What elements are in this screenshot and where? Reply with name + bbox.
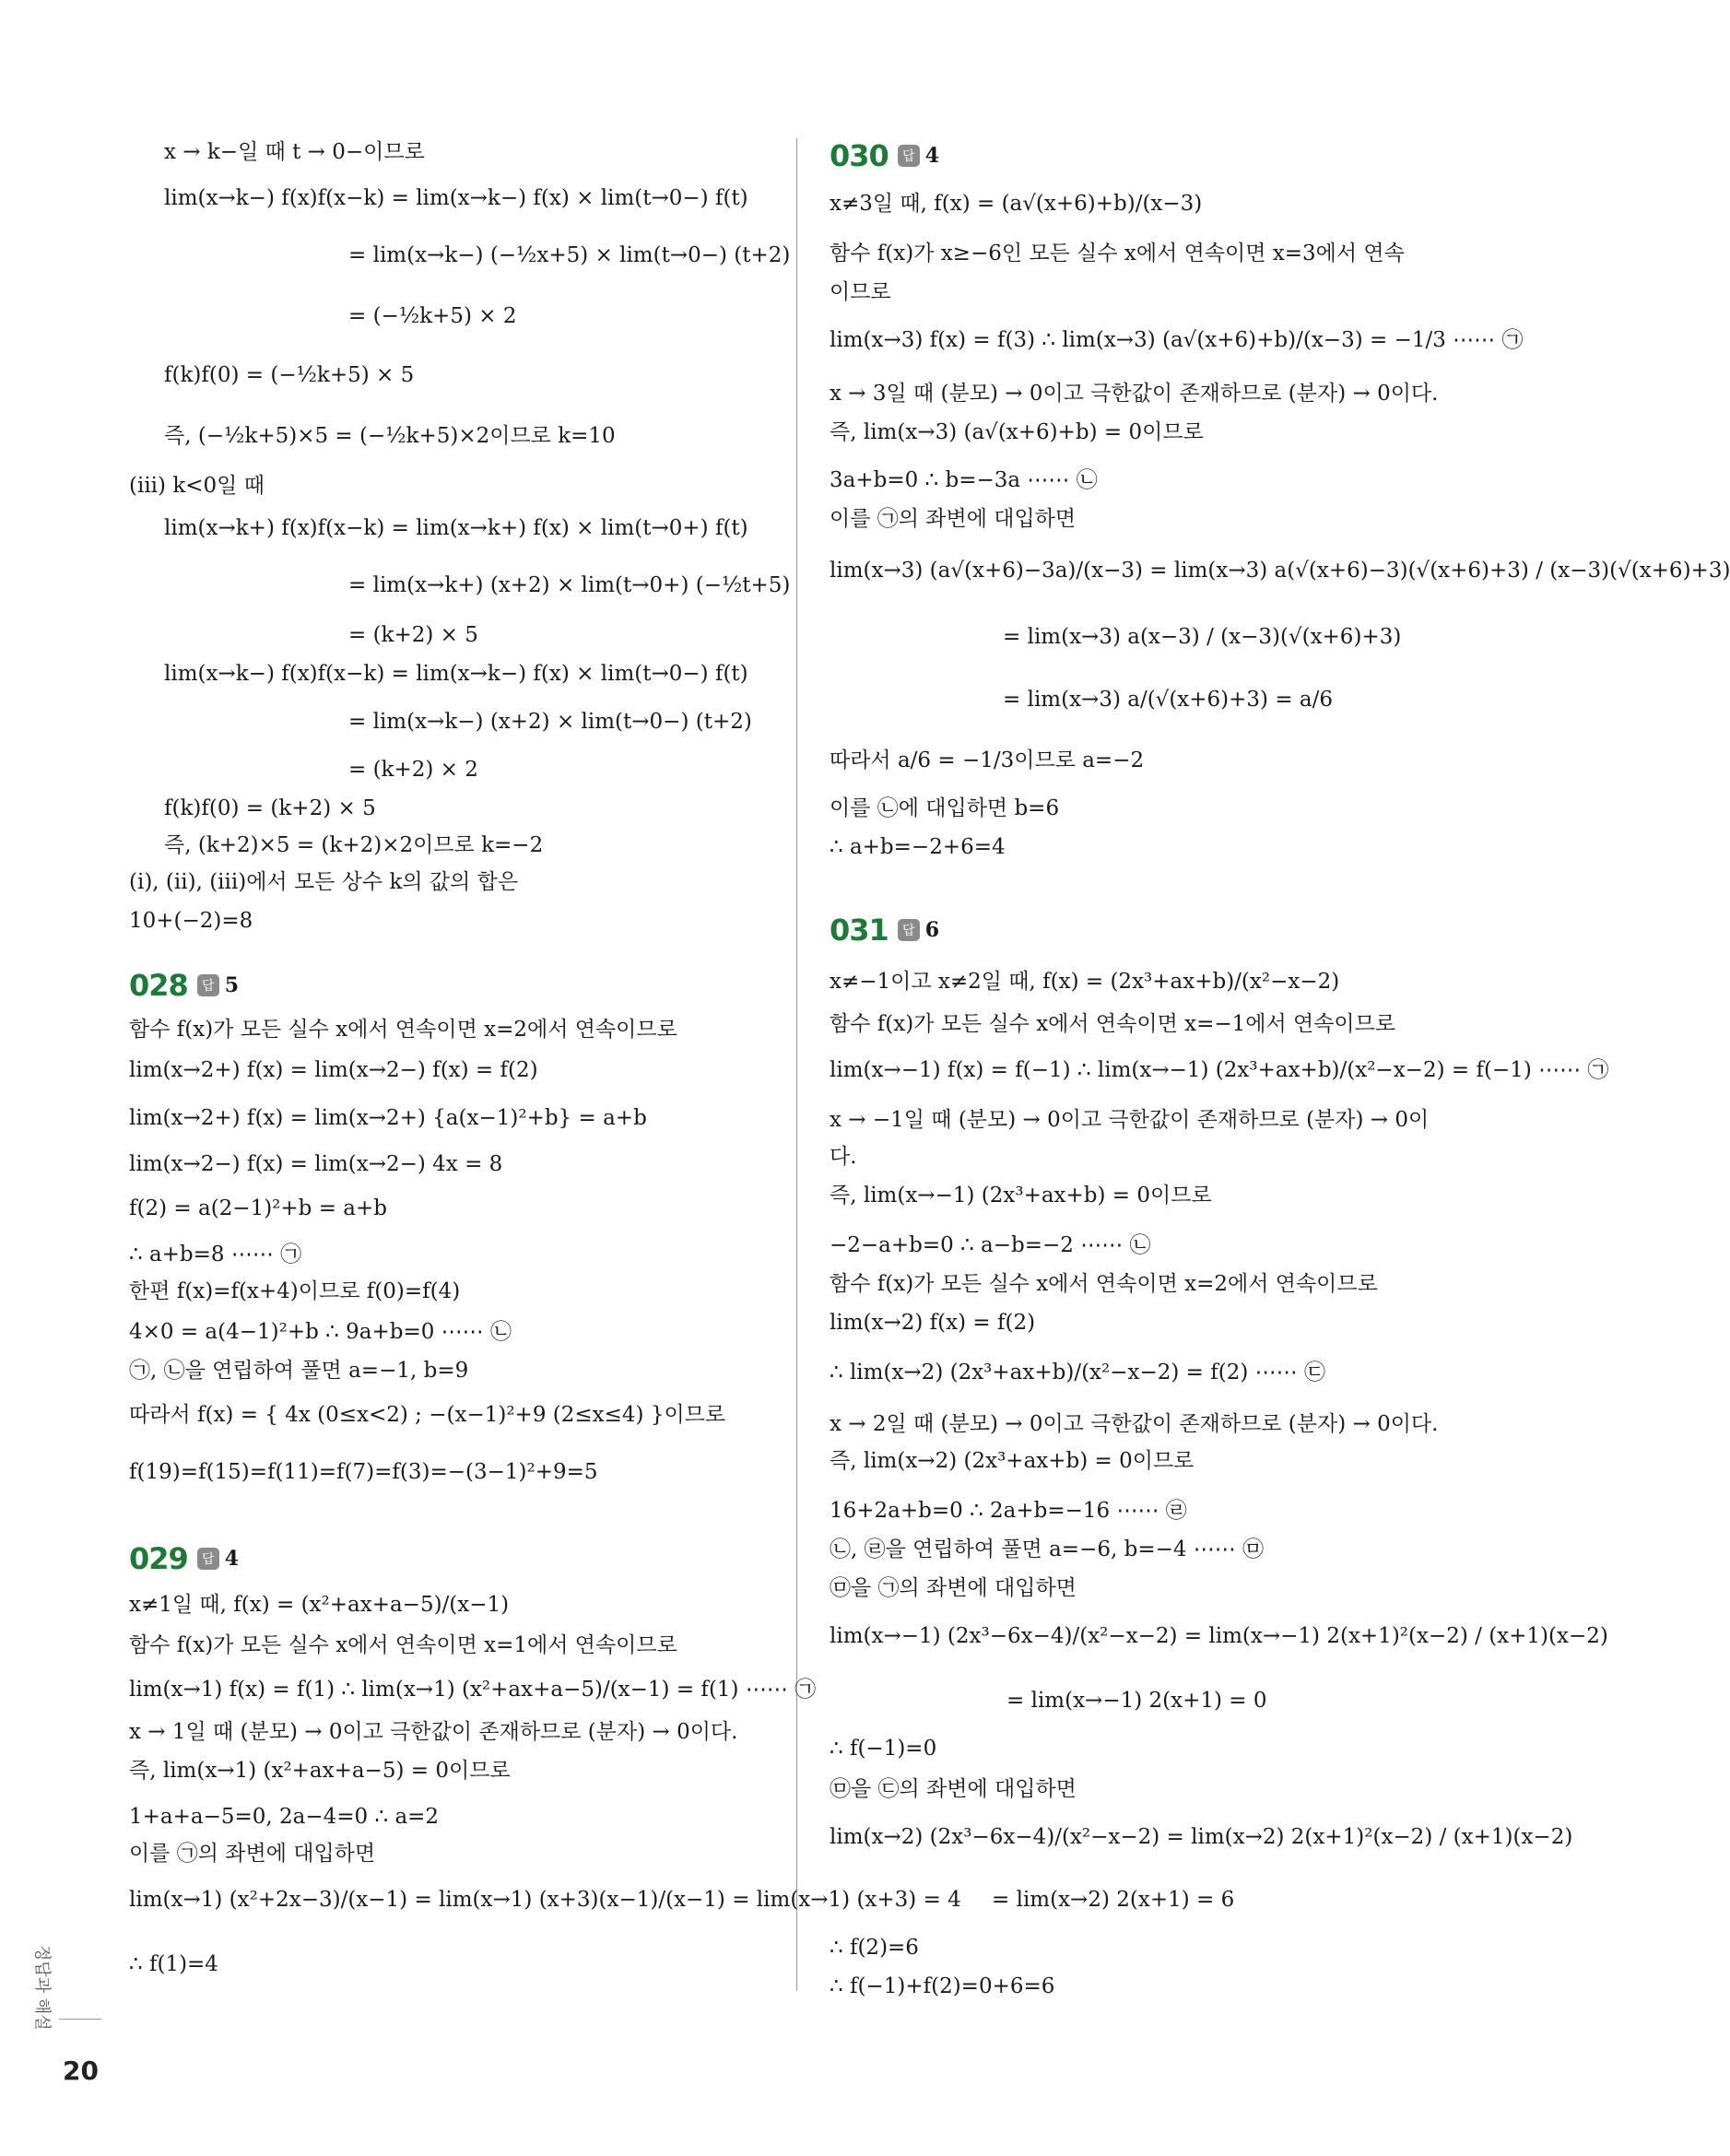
solution-line: f(19)=f(15)=f(11)=f(7)=f(3)=−(3−1)²+9=5: [129, 1460, 598, 1484]
section-header-031: [830, 913, 939, 948]
answer-value: 5: [224, 973, 240, 997]
section-header-030: [830, 138, 939, 173]
solution-line: x → 3일 때 (분모) → 0이고 극한값이 존재하므로 (분자) → 0이다.: [830, 382, 1439, 406]
solution-line: ∴ lim(x→2) (2x³+ax+b)/(x²−x−2) = f(2) ⋯⋯ ㉢: [830, 1361, 1325, 1384]
solution-line: 16+2a+b=0 ∴ 2a+b=−16 ⋯⋯ ㉣: [830, 1499, 1187, 1523]
solution-line: lim(x→2) f(x) = f(2): [830, 1311, 1036, 1335]
solution-line: ㉤을 ㉠의 좌변에 대입하면: [830, 1576, 1077, 1600]
solution-line: 한편 f(x)=f(x+4)이므로 f(0)=f(4): [129, 1279, 461, 1303]
solution-line: lim(x→2) (2x³−6x−4)/(x²−x−2) = lim(x→2) 2(x+1)²(x−2) / (x+1)(x−2): [830, 1825, 1573, 1849]
answer-badge: 답: [197, 974, 219, 996]
solution-line: x → 2일 때 (분모) → 0이고 극한값이 존재하므로 (분자) → 0이다.: [830, 1412, 1439, 1436]
solution-line: x → −1일 때 (분모) → 0이고 극한값이 존재하므로 (분자) → 0이: [830, 1108, 1430, 1132]
solution-line: 3a+b=0 ∴ b=−3a ⋯⋯ ㉡: [830, 468, 1098, 492]
solution-line: lim(x→−1) f(x) = f(−1) ∴ lim(x→−1) (2x³+ax+b)/(x²−x−2) = f(−1) ⋯⋯ ㉠: [830, 1058, 1609, 1082]
solution-line: 즉, lim(x→−1) (2x³+ax+b) = 0이므로: [830, 1184, 1212, 1208]
solution-line: lim(x→k−) f(x)f(x−k) = lim(x→k−) f(x) × lim(t→0−) f(t): [164, 186, 748, 210]
problem-number: 030: [830, 138, 889, 173]
solution-line: lim(x→2+) f(x) = lim(x→2+) {a(x−1)²+b} = a+b: [129, 1106, 647, 1130]
solution-line: 함수 f(x)가 x≥−6인 모든 실수 x에서 연속이면 x=3에서 연속: [830, 242, 1405, 265]
solution-line: lim(x→3) (a√(x+6)−3a)/(x−3) = lim(x→3) a(√(x+6)−3)(√(x+6)+3) / (x−3)(√(x+6)+3): [830, 559, 1730, 583]
solution-line: ∴ f(2)=6: [830, 1936, 919, 1960]
answer-value: 4: [924, 144, 940, 168]
solution-line: f(k)f(0) = (−½k+5) × 5: [164, 363, 415, 387]
solution-line: = lim(x→k−) (−½x+5) × lim(t→0−) (t+2): [348, 243, 791, 267]
section-header-028: [129, 968, 239, 1003]
solution-line: x≠−1이고 x≠2일 때, f(x) = (2x³+ax+b)/(x²−x−2): [830, 970, 1340, 994]
solution-line: = lim(x→k+) (x+2) × lim(t→0+) (−½t+5): [348, 573, 791, 597]
solution-line: 즉, (k+2)×5 = (k+2)×2이므로 k=−2: [164, 833, 544, 857]
answer-badge: 답: [898, 919, 920, 941]
solution-line: lim(x→3) f(x) = f(3) ∴ lim(x→3) (a√(x+6)+b)/(x−3) = −1/3 ⋯⋯ ㉠: [830, 328, 1524, 352]
solution-line: x → k−일 때 t → 0−이므로: [164, 140, 425, 164]
solution-line: x≠1일 때, f(x) = (x²+ax+a−5)/(x−1): [129, 1593, 510, 1617]
solution-line: ∴ f(−1)+f(2)=0+6=6: [830, 1974, 1055, 1998]
solution-line: = lim(x→k−) (x+2) × lim(t→0−) (t+2): [348, 710, 752, 734]
solution-line: 함수 f(x)가 모든 실수 x에서 연속이면 x=1에서 연속이므로: [129, 1633, 677, 1657]
solution-line: ㉡, ㉣을 연립하여 풀면 a=−6, b=−4 ⋯⋯ ㉤: [830, 1537, 1265, 1561]
problem-number: 028: [129, 968, 188, 1003]
solution-line: lim(x→1) f(x) = f(1) ∴ lim(x→1) (x²+ax+a−5)/(x−1) = f(1) ⋯⋯ ㉠: [129, 1678, 817, 1702]
solution-line: 이를 ㉠의 좌변에 대입하면: [129, 1842, 376, 1866]
solution-line: lim(x→k+) f(x)f(x−k) = lim(x→k+) f(x) × lim(t→0+) f(t): [164, 516, 748, 540]
solution-line: 1+a+a−5=0, 2a−4=0 ∴ a=2: [129, 1805, 440, 1829]
solution-line: 함수 f(x)가 모든 실수 x에서 연속이면 x=2에서 연속이므로: [129, 1018, 677, 1042]
solution-line: 이를 ㉠의 좌변에 대입하면: [830, 507, 1077, 531]
solution-line: lim(x→k−) f(x)f(x−k) = lim(x→k−) f(x) × lim(t→0−) f(t): [164, 662, 748, 686]
solution-line: (i), (ii), (iii)에서 모든 상수 k의 값의 합은: [129, 870, 519, 894]
solution-line: 즉, (−½k+5)×5 = (−½k+5)×2이므로 k=10: [164, 424, 616, 448]
solution-line: ∴ a+b=8 ⋯⋯ ㉠: [129, 1243, 302, 1267]
solution-line: lim(x→−1) (2x³−6x−4)/(x²−x−2) = lim(x→−1) 2(x+1)²(x−2) / (x+1)(x−2): [830, 1624, 1608, 1648]
solution-line: 따라서 a/6 = −1/3이므로 a=−2: [830, 748, 1145, 772]
problem-number: 029: [129, 1541, 188, 1576]
solution-line: = lim(x→3) a/(√(x+6)+3) = a/6: [1003, 688, 1334, 712]
solution-line: ∴ f(−1)=0: [830, 1737, 937, 1761]
solution-line: f(2) = a(2−1)²+b = a+b: [129, 1196, 387, 1220]
solution-line: ㉠, ㉡을 연립하여 풀면 a=−1, b=9: [129, 1359, 469, 1383]
side-label: 정답과 해설: [32, 1945, 52, 2031]
solution-line: 다.: [830, 1145, 857, 1169]
solution-line: −2−a+b=0 ∴ a−b=−2 ⋯⋯ ㉡: [830, 1233, 1151, 1257]
solution-line: lim(x→2−) f(x) = lim(x→2−) 4x = 8: [129, 1152, 503, 1176]
solution-line: 10+(−2)=8: [129, 909, 253, 933]
answer-value: 4: [224, 1547, 240, 1571]
solution-line: 4×0 = a(4−1)²+b ∴ 9a+b=0 ⋯⋯ ㉡: [129, 1320, 512, 1344]
solution-line: = lim(x→3) a(x−3) / (x−3)(√(x+6)+3): [1003, 625, 1402, 649]
solution-line: 즉, lim(x→2) (2x³+ax+b) = 0이므로: [830, 1449, 1195, 1473]
solution-line: ∴ a+b=−2+6=4: [830, 835, 1006, 859]
solution-line: 이를 ㉡에 대입하면 b=6: [830, 796, 1060, 820]
solution-line: x → 1일 때 (분모) → 0이고 극한값이 존재하므로 (분자) → 0이다.: [129, 1720, 738, 1744]
solution-line: = (k+2) × 2: [348, 758, 478, 782]
solution-line: 함수 f(x)가 모든 실수 x에서 연속이면 x=−1에서 연속이므로: [830, 1012, 1396, 1036]
side-rule: [59, 2019, 101, 2020]
solution-line: = lim(x→−1) 2(x+1) = 0: [1006, 1689, 1267, 1713]
solution-line: f(k)f(0) = (k+2) × 5: [164, 796, 376, 820]
solution-line: x≠3일 때, f(x) = (a√(x+6)+b)/(x−3): [830, 192, 1203, 216]
solution-line: = lim(x→2) 2(x+1) = 6: [992, 1888, 1235, 1912]
solution-line: = (k+2) × 5: [348, 623, 478, 647]
solution-line: ㉤을 ㉢의 좌변에 대입하면: [830, 1777, 1077, 1801]
solution-line: 즉, lim(x→3) (a√(x+6)+b) = 0이므로: [830, 420, 1204, 444]
solution-line: lim(x→1) (x²+2x−3)/(x−1) = lim(x→1) (x+3)(x−1)/(x−1) = lim(x→1) (x+3) = 4: [129, 1888, 961, 1912]
answer-badge: 답: [898, 145, 920, 167]
solution-line: 즉, lim(x→1) (x²+ax+a−5) = 0이므로: [129, 1759, 511, 1783]
column-divider: [796, 138, 797, 1991]
solution-line: ∴ f(1)=4: [129, 1952, 218, 1976]
problem-number: 031: [830, 913, 889, 948]
answer-value: 6: [924, 918, 940, 942]
section-header-029: [129, 1541, 239, 1576]
solution-line: 함수 f(x)가 모든 실수 x에서 연속이면 x=2에서 연속이므로: [830, 1272, 1378, 1296]
page-number: 20: [63, 2056, 99, 2086]
answer-badge: 답: [197, 1548, 219, 1570]
solution-line: (iii) k<0일 때: [129, 474, 265, 498]
solution-line: 이므로: [830, 280, 891, 304]
solution-line: lim(x→2+) f(x) = lim(x→2−) f(x) = f(2): [129, 1058, 538, 1082]
solution-line: 따라서 f(x) = { 4x (0≤x<2) ; −(x−1)²+9 (2≤x≤4) }이므로: [129, 1403, 726, 1427]
solution-line: = (−½k+5) × 2: [348, 304, 517, 328]
